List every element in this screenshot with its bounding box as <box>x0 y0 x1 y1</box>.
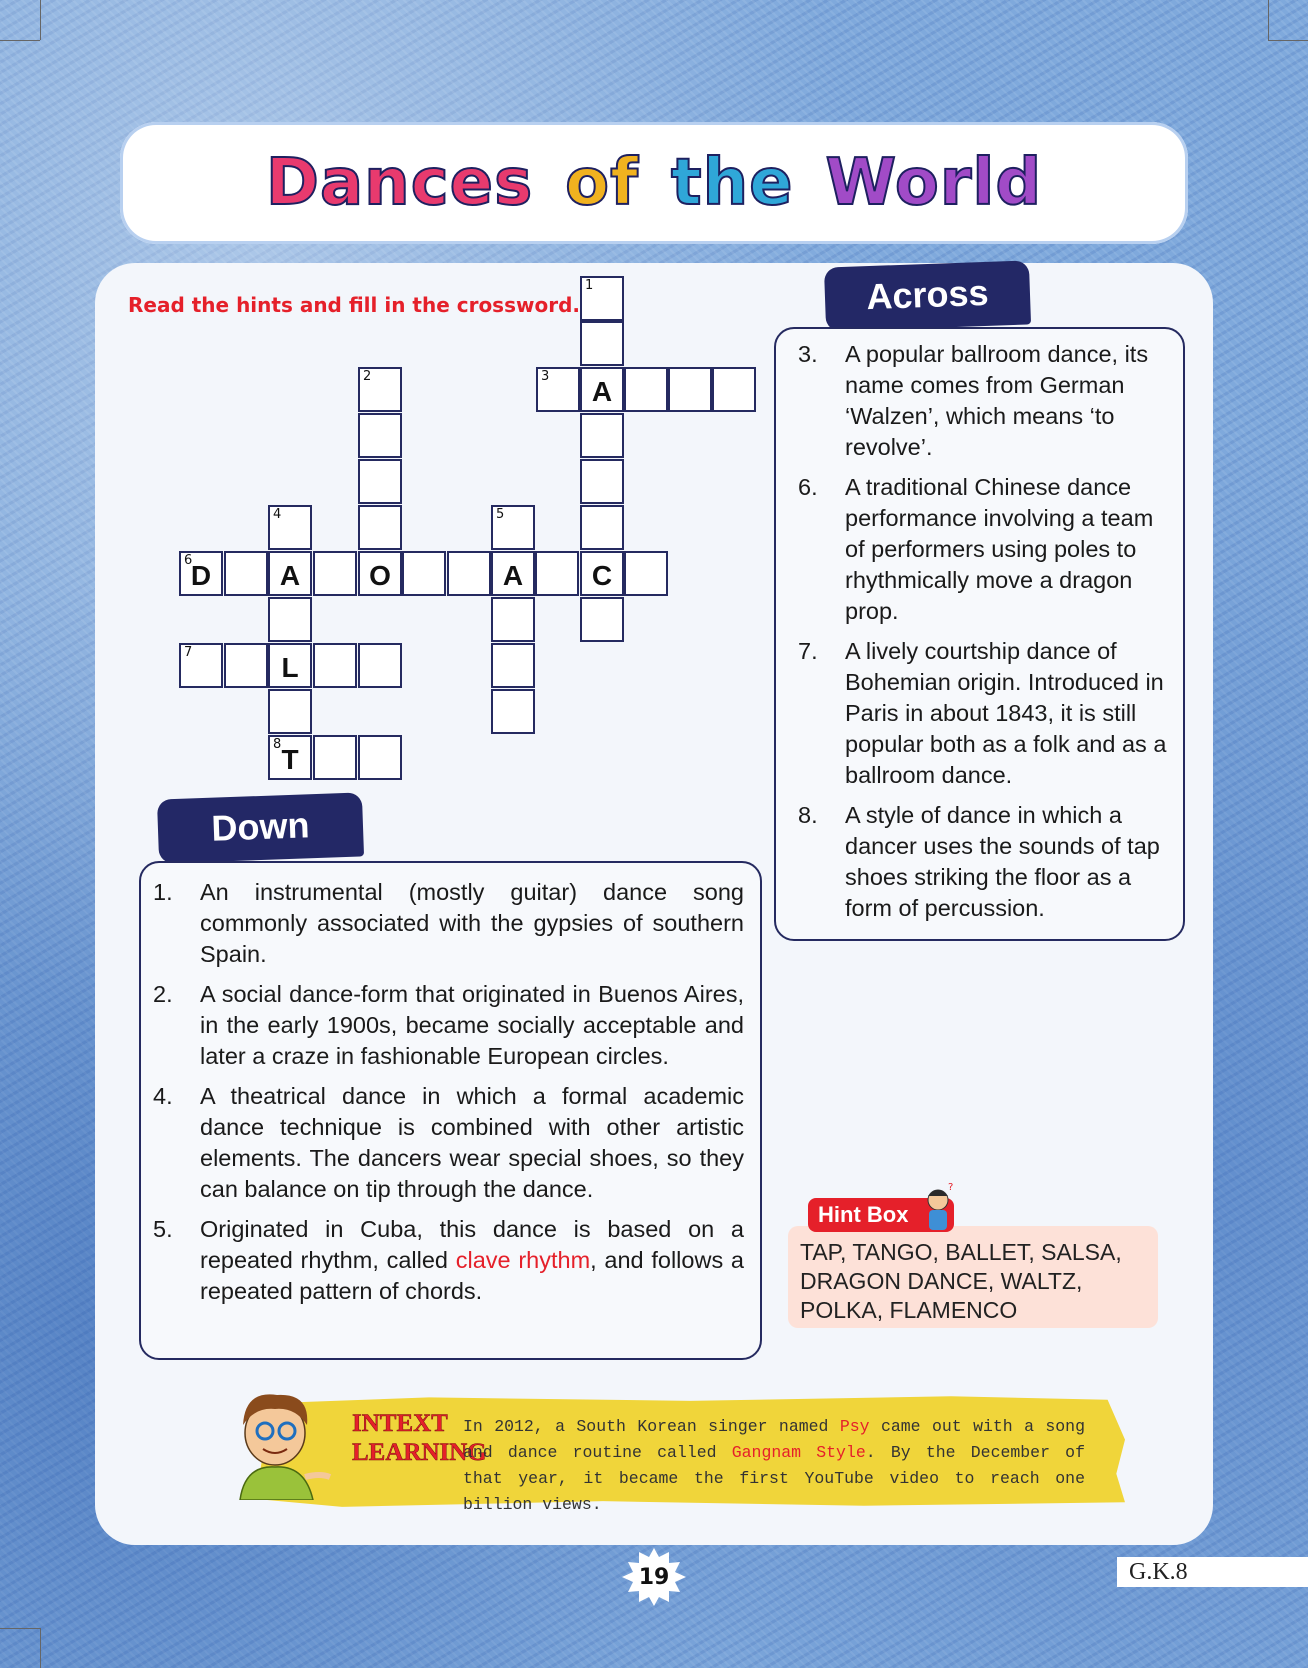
crop-mark <box>1268 40 1308 41</box>
crossword-cell[interactable] <box>358 413 402 458</box>
crossword-cell[interactable] <box>712 367 756 412</box>
page-title-word: the <box>670 146 794 220</box>
crossword-cell[interactable] <box>358 459 402 504</box>
crossword-cell[interactable] <box>624 367 668 412</box>
crossword-cell[interactable] <box>402 551 446 596</box>
down-clues-box <box>139 861 762 1360</box>
crossword-cell[interactable] <box>358 505 402 550</box>
crossword-cell[interactable] <box>268 597 312 642</box>
page-title-word: Dances <box>265 146 534 220</box>
cartoon-boy-icon <box>225 1385 335 1500</box>
crossword-cell[interactable] <box>224 551 268 596</box>
cell-number: 2 <box>363 369 372 384</box>
crossword-cell[interactable] <box>491 597 535 642</box>
page-number: 19 <box>622 1548 686 1606</box>
crossword-cell[interactable] <box>580 505 624 550</box>
cell-number: 7 <box>184 645 193 660</box>
crossword-cell[interactable] <box>491 505 535 550</box>
crossword-cell[interactable] <box>535 551 579 596</box>
cell-number: 4 <box>273 507 282 522</box>
cell-number: 5 <box>496 507 505 522</box>
crossword-cell[interactable] <box>179 551 223 596</box>
across-clue: 6. A traditional Chinese dance performance involving a team of performers using poles to rhythmically move a dragon prop. <box>798 474 1154 624</box>
crossword-cell[interactable] <box>668 367 712 412</box>
intext-learning-text: In 2012, a South Korean singer named Psy came out with a song and dance routine called Gangnam Style. By the December of that year, it became the first YouTube video to reach one billion views. <box>463 1417 1085 1514</box>
down-clue: 5. Originated in Cuba, this dance is based on a repeated rhythm, called clave rhythm, and follows a repeated pattern of chords. <box>153 1216 744 1304</box>
crop-mark <box>40 0 41 40</box>
crossword-cell[interactable] <box>580 459 624 504</box>
cell-number: 6 <box>184 553 193 568</box>
crop-mark <box>0 40 40 41</box>
crossword-cell[interactable] <box>268 505 312 550</box>
crossword-cell[interactable] <box>268 689 312 734</box>
crop-mark <box>1268 0 1269 40</box>
crop-mark <box>40 1628 41 1668</box>
crossword-cell[interactable] <box>580 367 624 412</box>
crossword-cell[interactable] <box>580 413 624 458</box>
across-clues-box <box>774 327 1185 941</box>
crop-mark <box>0 1628 40 1629</box>
cell-letter: O <box>369 560 391 591</box>
crossword-cell[interactable] <box>491 551 535 596</box>
crossword-cell[interactable] <box>580 276 624 321</box>
crossword-cell[interactable] <box>358 735 402 780</box>
crossword-cell[interactable] <box>313 735 357 780</box>
crossword-cell[interactable] <box>536 367 580 412</box>
intext-learning-title: INTEXT LEARNING <box>352 1410 487 1466</box>
down-heading: Down <box>157 792 364 863</box>
crossword-cell[interactable] <box>491 689 535 734</box>
hint-box-label: Hint Box <box>808 1198 954 1232</box>
across-heading: Across <box>824 260 1031 331</box>
hint-box-words: TAP, TANGO, BALLET, SALSA, DRAGON DANCE, WALTZ, POLKA, FLAMENCO <box>788 1226 1158 1328</box>
crossword-cell[interactable] <box>358 643 402 688</box>
crossword-cell[interactable] <box>624 551 668 596</box>
crossword-cell[interactable] <box>268 551 312 596</box>
crossword-cell[interactable] <box>580 551 624 596</box>
crossword-cell[interactable] <box>313 551 357 596</box>
cell-number: 8 <box>273 737 282 752</box>
book-code: G.K.8 <box>1117 1557 1308 1587</box>
crossword-cell[interactable] <box>580 597 624 642</box>
svg-text:?: ? <box>948 1182 954 1193</box>
cell-number: 1 <box>585 278 594 293</box>
page-title-word: of <box>565 146 639 220</box>
crossword-cell[interactable] <box>491 643 535 688</box>
page-title-word: World <box>825 146 1043 220</box>
cell-number: 3 <box>541 369 550 384</box>
instruction-text: Read the hints and fill in the crossword. <box>128 293 580 317</box>
crossword-cell[interactable] <box>224 643 268 688</box>
cell-letter: A <box>279 560 301 591</box>
cell-letter: C <box>591 560 613 591</box>
across-clue: 3. A popular ballroom dance, its name comes from German ‘Walzen’, which means ‘to revolve’. <box>798 341 1149 460</box>
thinking-kid-icon <box>918 1182 958 1232</box>
cell-letter: L <box>281 652 299 683</box>
crossword-cell[interactable] <box>447 551 491 596</box>
crossword-cell[interactable] <box>358 367 402 412</box>
crossword-cell[interactable] <box>268 735 312 780</box>
across-clue: 7. A lively courtship dance of Bohemian origin. Introduced in Paris in about 1843, it is still popular both as a folk and as a ballroom dance. <box>798 638 1167 788</box>
across-clue: 8. A style of dance in which a dancer uses the sounds of tap shoes striking the floor as a form of percussion. <box>798 802 1160 921</box>
page-title-banner <box>120 122 1188 244</box>
down-clue: 1. An instrumental (mostly guitar) dance song commonly associated with the gypsies of southern Spain. <box>153 879 744 967</box>
down-clue: 4. A theatrical dance in which a formal academic dance technique is combined with other artistic elements. The dancers wear special shoes, so they can balance on tip through the dance. <box>153 1083 744 1202</box>
cell-letter: D <box>190 560 212 591</box>
down-clue: 2. A social dance-form that originated in Buenos Aires, in the early 1900s, became socially acceptable and later a craze in fashionable European circles. <box>153 981 744 1069</box>
crossword-cell[interactable] <box>179 643 223 688</box>
crossword-cell[interactable] <box>313 643 357 688</box>
crossword-cell[interactable] <box>580 321 624 366</box>
cell-letter: T <box>281 744 299 775</box>
cell-letter: A <box>502 560 524 591</box>
crossword-cell[interactable] <box>268 643 312 688</box>
crossword-cell[interactable] <box>358 551 402 596</box>
cell-letter: A <box>591 376 613 407</box>
